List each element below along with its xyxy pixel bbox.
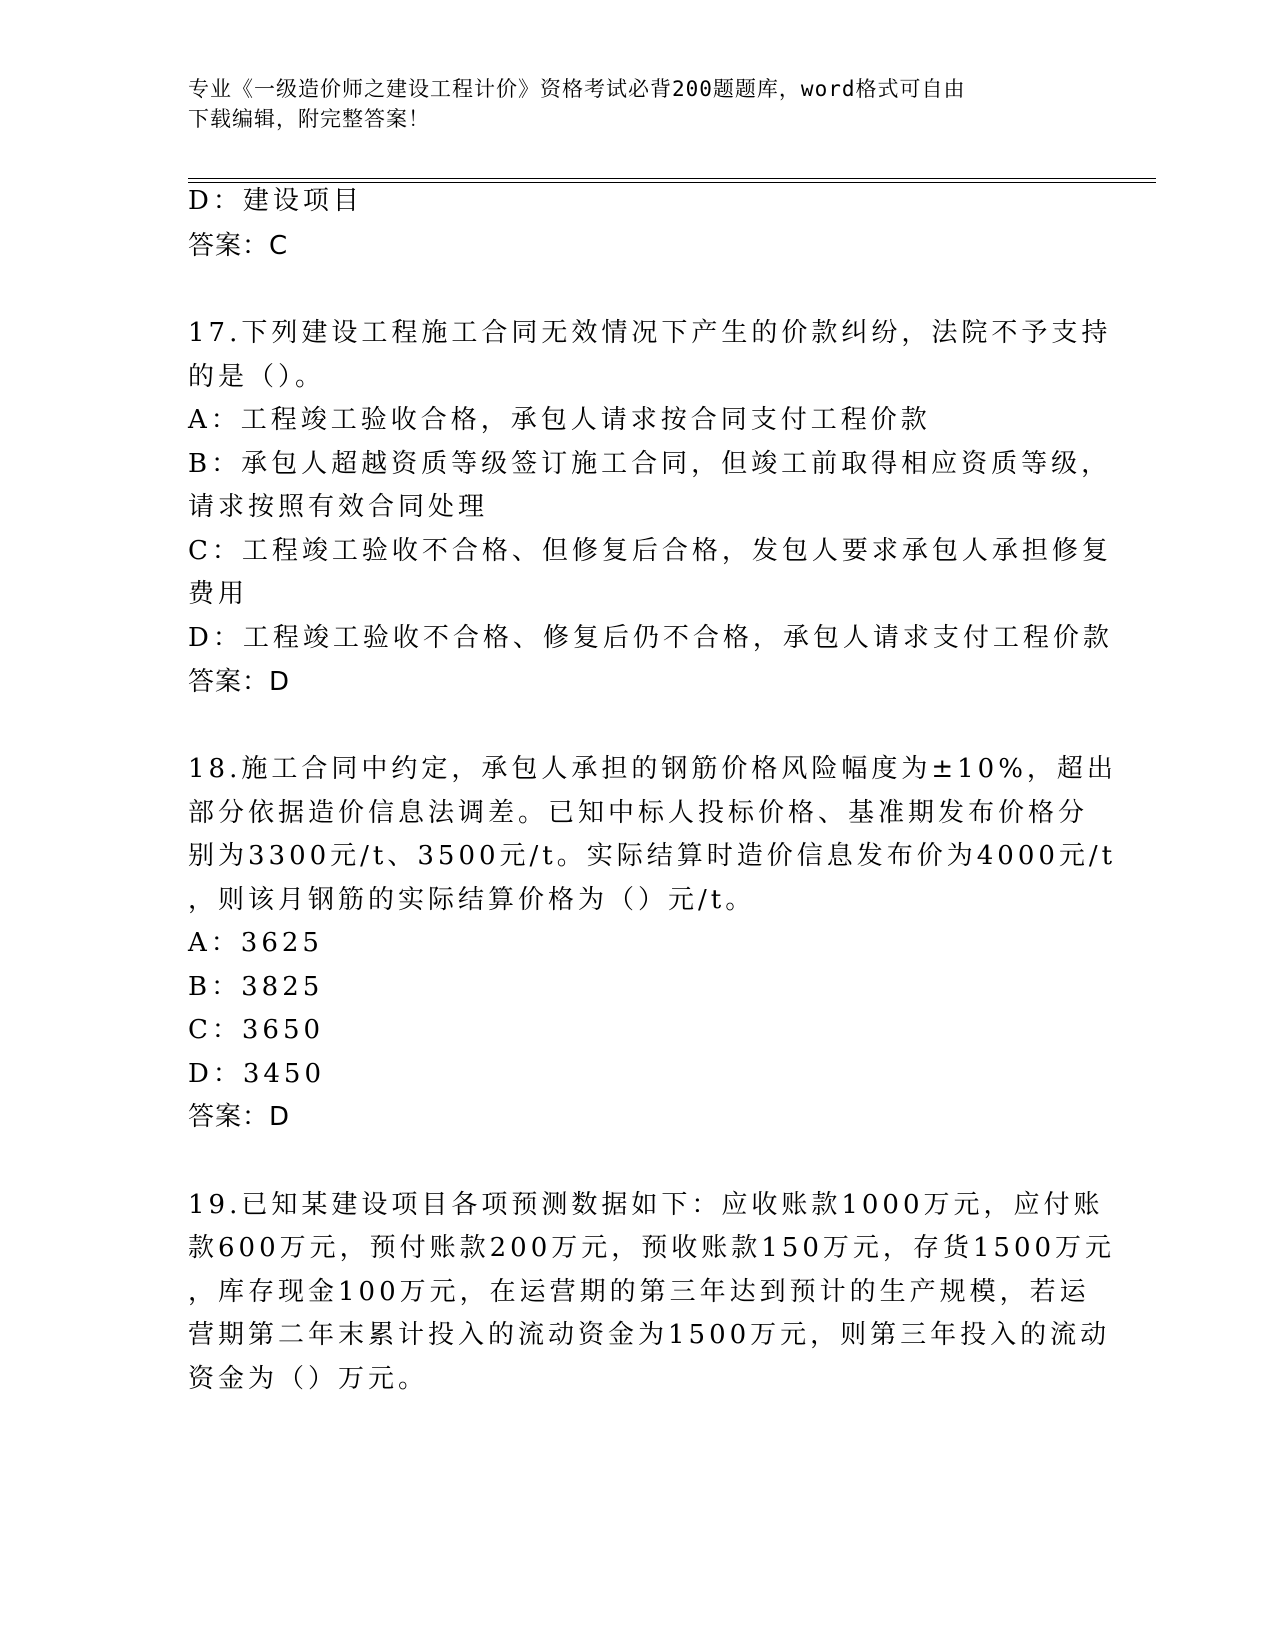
q17-stem-line-2: 的是（）。 xyxy=(188,362,326,392)
q17-option-b-line-1: B：承包人超越资质等级签订施工合同，但竣工前取得相应资质等级， xyxy=(188,449,1112,479)
q18-stem-line-3: 别为3300元/t、3500元/t。实际结算时造价信息发布价为4000元/t xyxy=(188,841,1117,871)
q18-stem-line-2: 部分依据造价信息法调差。已知中标人投标价格、基准期发布价格分 xyxy=(188,798,1089,828)
q17-option-a: A：工程竣工验收合格，承包人请求按合同支付工程价款 xyxy=(188,405,931,435)
q16-answer: 答案：C xyxy=(188,231,289,261)
q16-option-d: D：建设项目 xyxy=(188,186,363,216)
q19-stem-line-1: 19.已知某建设项目各项预测数据如下：应收账款1000万元，应付账 xyxy=(188,1190,1104,1220)
q17-stem-line-1: 17.下列建设工程施工合同无效情况下产生的价款纠纷，法院不予支持 xyxy=(188,318,1112,348)
header-divider-bottom xyxy=(188,182,1156,183)
header-divider-top xyxy=(188,178,1156,179)
header-line-1: 专业《一级造价师之建设工程计价》资格考试必背200题题库，word格式可自由 xyxy=(188,77,966,101)
q17-answer: 答案：D xyxy=(188,667,291,697)
q18-stem-line-1: 18.施工合同中约定，承包人承担的钢筋价格风险幅度为±10%，超出 xyxy=(188,754,1117,784)
q19-stem-line-3: ，库存现金100万元，在运营期的第三年达到预计的生产规模，若运 xyxy=(188,1277,1090,1307)
q18-stem-line-4: ，则该月钢筋的实际结算价格为（）元/t。 xyxy=(188,885,756,915)
q17-option-c-line-1: C：工程竣工验收不合格、但修复后合格，发包人要求承包人承担修复 xyxy=(188,536,1112,566)
q17-option-d: D：工程竣工验收不合格、修复后仍不合格，承包人请求支付工程价款 xyxy=(188,623,1113,653)
q17-option-b-line-2: 请求按照有效合同处理 xyxy=(188,492,489,522)
page-header xyxy=(188,74,1088,134)
header-line-2: 下载编辑，附完整答案！ xyxy=(188,107,430,131)
q17-option-c-line-2: 费用 xyxy=(188,579,249,609)
q18-option-a: A：3625 xyxy=(188,928,323,958)
q19-stem-line-5: 资金为（）万元。 xyxy=(188,1364,429,1394)
q18-answer: 答案：D xyxy=(188,1102,291,1132)
q19-stem-line-4: 营期第二年末累计投入的流动资金为1500万元，则第三年投入的流动 xyxy=(188,1320,1111,1350)
q18-option-c: C：3650 xyxy=(188,1015,325,1045)
q18-option-b: B：3825 xyxy=(188,972,324,1002)
q18-option-d: D：3450 xyxy=(188,1059,326,1089)
q19-stem-line-2: 款600万元，预付账款200万元，预收账款150万元，存货1500万元 xyxy=(188,1233,1116,1263)
